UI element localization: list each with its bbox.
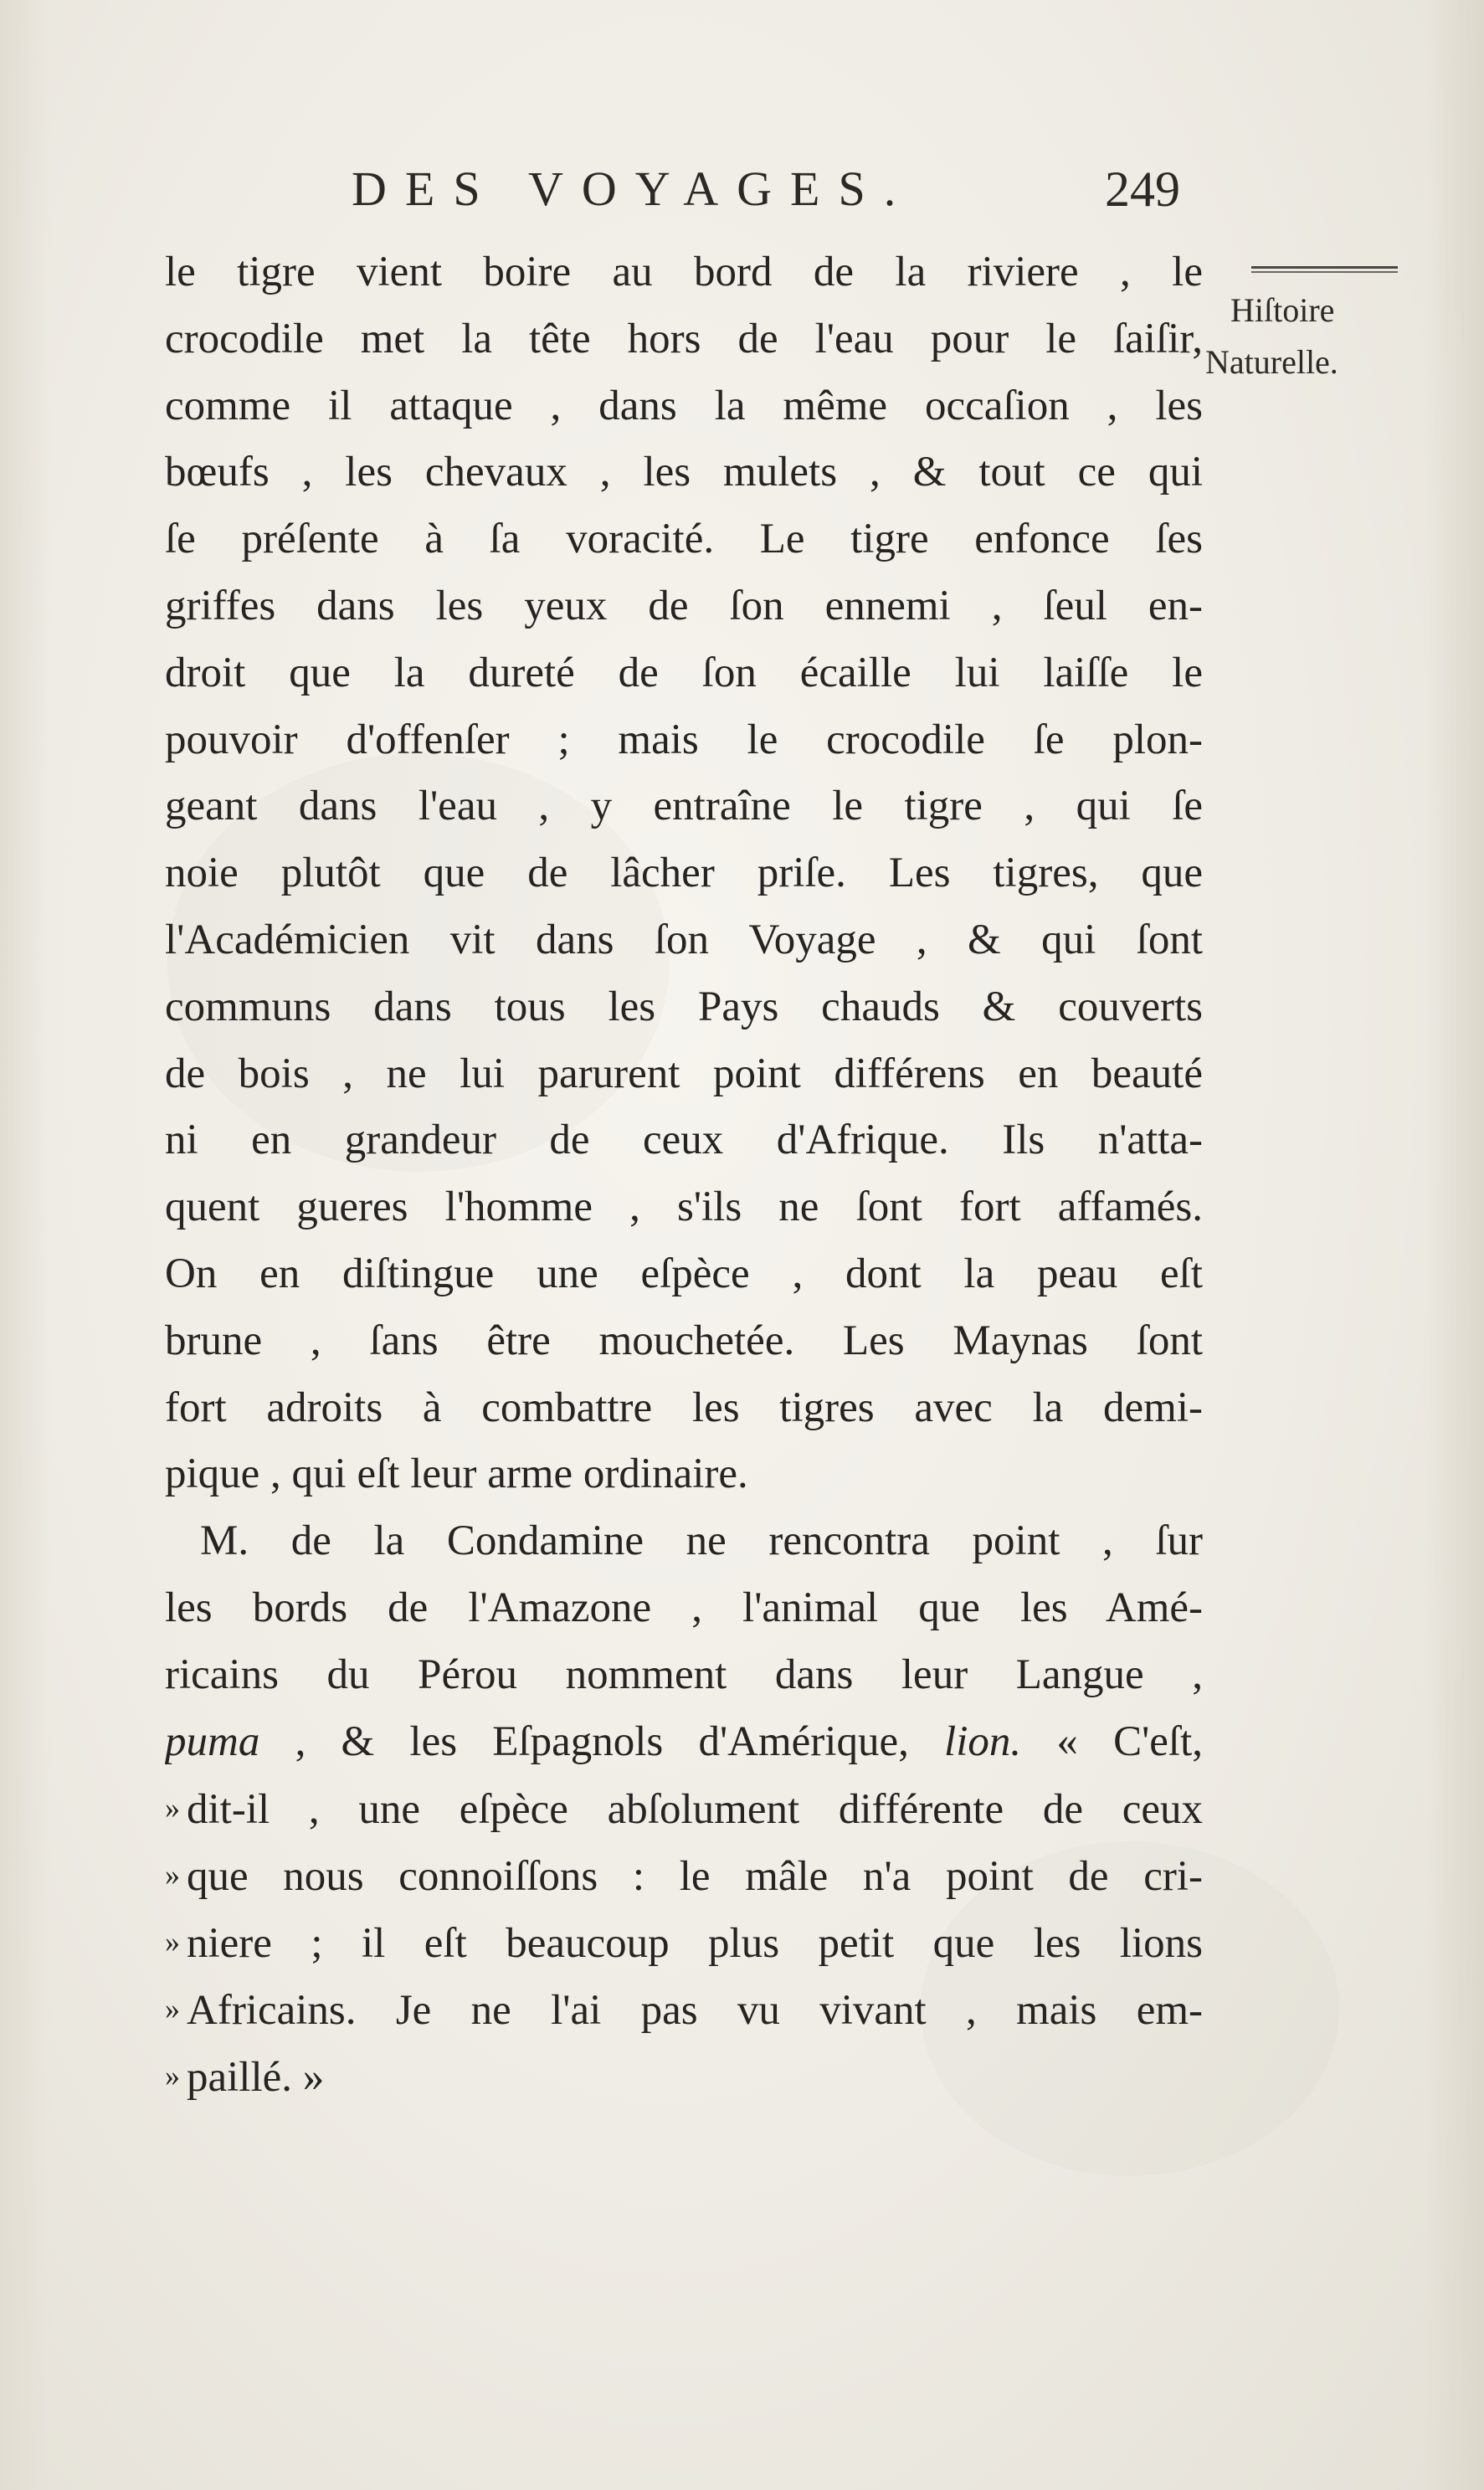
text-line: On en diſtingue une eſpèce , dont la peau eſt [165, 1250, 1203, 1297]
text-line: les bords de l'Amazone , l'animal que les Amé- [165, 1584, 1203, 1631]
quoted-text-line [165, 2043, 1203, 2110]
text-line: de bois , ne lui parurent point différens en beauté [165, 1050, 1203, 1097]
text-line: fort adroits à combattre les tigres avec la demi- [165, 1384, 1203, 1431]
text-line: communs dans tous les Pays chauds & couverts [165, 983, 1203, 1030]
text-line: pouvoir d'offenſer ; mais le crocodile ſe plon- [165, 716, 1203, 763]
margin-note-line: Naturelle. [1205, 343, 1338, 381]
quoted-text-line [165, 1976, 1203, 2043]
text-line: crocodile met la tête hors de l'eau pour le ſaiſir, [165, 315, 1203, 362]
text-fragment: , & les Eſpagnols d'Amérique, [295, 1717, 909, 1765]
text-line: geant dans l'eau , y entraîne le tigre , qui ſe [165, 783, 1203, 830]
quoted-text-line [165, 1775, 1203, 1842]
running-head [352, 161, 1189, 219]
text-fragment: niere ; il eſt beaucoup plus petit que les lions [187, 1919, 1203, 1967]
text-line: comme il attaque , dans la même occaſion , les [165, 382, 1203, 429]
margin-rule-ornament [1251, 266, 1398, 275]
text-line: bœufs , les chevaux , les mulets , & tout ce qui [165, 449, 1203, 496]
italic-word: puma [165, 1717, 260, 1765]
text-fragment: dit-il , une eſpèce abſolument différente de ceux [187, 1786, 1203, 1834]
text-line: le tigre vient boire au bord de la riviere , le [165, 249, 1203, 295]
text-line: brune , ſans être mouchetée. Les Maynas ſont [165, 1317, 1203, 1364]
page-number: 249 [1105, 162, 1180, 217]
margin-note-line: Hiſtoire [1230, 291, 1335, 329]
text-line: noie plutôt que de lâcher priſe. Les tigres, que [165, 850, 1203, 897]
text-line: griffes dans les yeux de ſon ennemi , ſeul en- [165, 582, 1203, 629]
quote-mark: » [165, 1791, 180, 1825]
text-line: pique , qui eſt leur arme ordinaire. [165, 1450, 748, 1498]
running-head-title: DES VOYAGES. [352, 162, 915, 216]
text-line: l'Académicien vit dans ſon Voyage , & qui ſont [165, 916, 1203, 963]
text-line: ſe préſente à ſa voracité. Le tigre enfonce ſes [165, 516, 1203, 563]
text-line: quent gueres l'homme , s'ils ne ſont fort affamés. [165, 1183, 1203, 1231]
text-fragment: Africains. Je ne l'ai pas vu vivant , mais em- [187, 1986, 1203, 2034]
text-line: ricains du Pérou nomment dans leur Langue , [165, 1651, 1203, 1698]
quote-mark: » [165, 1858, 180, 1892]
margin-note [1205, 285, 1398, 388]
page-edge-shadow-left [0, 0, 50, 2490]
italic-word: lion. [944, 1717, 1022, 1765]
text-line: droit que la dureté de ſon écaille lui laiſſe le [165, 649, 1203, 696]
text-fragment: paillé. » [187, 2053, 325, 2101]
quoted-text-line [165, 1842, 1203, 1909]
quoted-text-line [165, 1909, 1203, 1976]
text-line: ni en grandeur de ceux d'Afrique. Ils n'atta- [165, 1117, 1203, 1164]
text-line: M. de la Condamine ne rencontra point , ſur [200, 1517, 1203, 1565]
quote-mark: » [165, 2058, 180, 2092]
quote-mark: » [165, 1991, 180, 2025]
text-fragment: « C'eſt, [1056, 1717, 1203, 1765]
text-line-mixed [165, 1709, 1203, 1776]
quote-mark: » [165, 1924, 180, 1959]
page-edge-shadow-right [1425, 0, 1484, 2490]
text-fragment: que nous connoiſſons : le mâle n'a point de cri- [187, 1853, 1203, 1901]
body-text [165, 239, 1203, 2109]
